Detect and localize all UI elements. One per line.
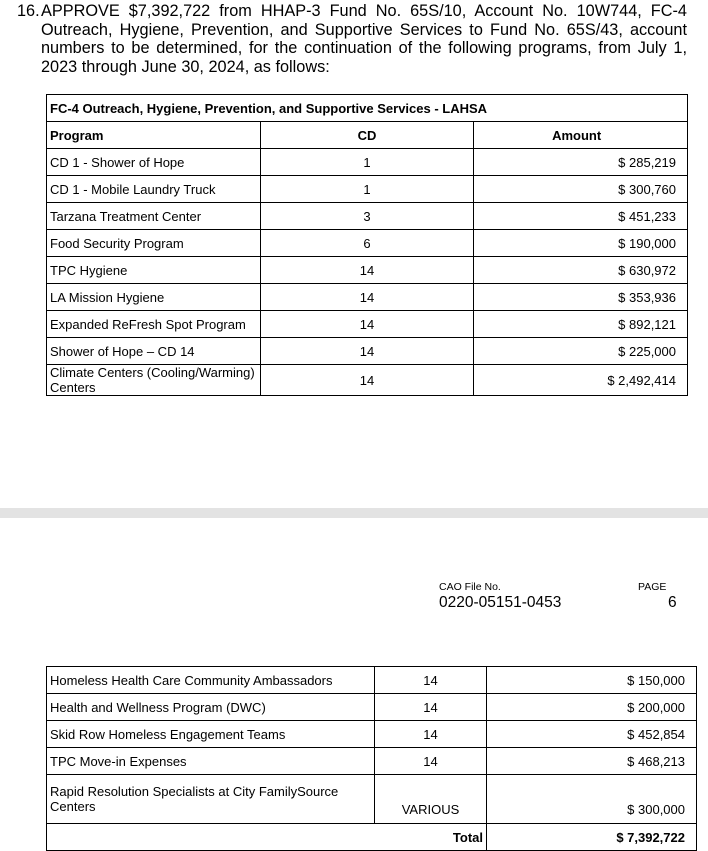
cd-cell: VARIOUS [375, 775, 487, 824]
programs-table [46, 94, 688, 396]
cd-cell: 14 [375, 667, 487, 694]
header-cd: CD [260, 122, 474, 149]
table-row [47, 311, 688, 338]
amount-cell: $ 300,000 [487, 775, 697, 824]
cd-cell: 14 [260, 338, 474, 365]
program-cell: TPC Move-in Expenses [47, 748, 375, 775]
cd-cell: 1 [260, 149, 474, 176]
program-cell: Food Security Program [47, 230, 261, 257]
item-number: 16. [17, 2, 40, 20]
total-label: Total [47, 824, 487, 851]
table-title: FC-4 Outreach, Hygiene, Prevention, and Supportive Services - LAHSA [47, 95, 688, 122]
cd-cell: 14 [375, 748, 487, 775]
amount-cell: $ 468,213 [487, 748, 697, 775]
table-row [47, 667, 697, 694]
program-cell: TPC Hygiene [47, 257, 261, 284]
program-cell: CD 1 - Mobile Laundry Truck [47, 176, 261, 203]
amount-cell: $ 892,121 [474, 311, 688, 338]
page-separator [0, 508, 708, 518]
cd-cell: 14 [260, 284, 474, 311]
cd-cell: 3 [260, 203, 474, 230]
amount-cell: $ 452,854 [487, 721, 697, 748]
table-row [47, 694, 697, 721]
cd-cell: 14 [375, 721, 487, 748]
program-cell: Shower of Hope – CD 14 [47, 338, 261, 365]
program-cell: Skid Row Homeless Engagement Teams [47, 721, 375, 748]
program-cell: Climate Centers (Cooling/Warming) Centers [47, 365, 261, 396]
amount-cell: $ 285,219 [474, 149, 688, 176]
program-cell: Homeless Health Care Community Ambassadors [47, 667, 375, 694]
amount-cell: $ 200,000 [487, 694, 697, 721]
cao-file-number: 0220-05151-0453 [439, 594, 562, 611]
total-row [47, 824, 697, 851]
header-program: Program [47, 122, 261, 149]
program-cell: Health and Wellness Program (DWC) [47, 694, 375, 721]
table-row [47, 338, 688, 365]
amount-cell: $ 353,936 [474, 284, 688, 311]
table-row [47, 365, 688, 396]
cd-cell: 6 [260, 230, 474, 257]
table-row [47, 203, 688, 230]
table-row [47, 775, 697, 824]
amount-cell: $ 2,492,414 [474, 365, 688, 396]
amount-cell: $ 190,000 [474, 230, 688, 257]
amount-cell: $ 225,000 [474, 338, 688, 365]
amount-cell: $ 451,233 [474, 203, 688, 230]
table-row [47, 748, 697, 775]
page-number: 6 [668, 594, 677, 611]
program-cell: LA Mission Hygiene [47, 284, 261, 311]
page-label: PAGE [638, 581, 667, 593]
program-cell: Expanded ReFresh Spot Program [47, 311, 261, 338]
cd-cell: 1 [260, 176, 474, 203]
cao-file-label: CAO File No. [439, 581, 501, 593]
header-amount: Amount [474, 122, 688, 149]
cd-cell: 14 [260, 311, 474, 338]
amount-cell: $ 150,000 [487, 667, 697, 694]
total-amount: $ 7,392,722 [487, 824, 697, 851]
table-row [47, 149, 688, 176]
cd-cell: 14 [260, 257, 474, 284]
table-row [47, 176, 688, 203]
table-row [47, 284, 688, 311]
program-cell: CD 1 - Shower of Hope [47, 149, 261, 176]
table-row [47, 721, 697, 748]
program-cell: Rapid Resolution Specialists at City FamilySource Centers [47, 775, 375, 824]
cd-cell: 14 [375, 694, 487, 721]
amount-cell: $ 630,972 [474, 257, 688, 284]
program-cell: Tarzana Treatment Center [47, 203, 261, 230]
recommendation-text: APPROVE $7,392,722 from HHAP-3 Fund No. 65S/10, Account No. 10W744, FC-4 Outreach, Hygiene, Prevention, and Supportive Services to Fund No. 65S/43, account numbers to be determined, for the continuation of the following programs, from July 1, 2023 through June 30, 2024, as follows: [41, 2, 687, 76]
cd-cell: 14 [260, 365, 474, 396]
amount-cell: $ 300,760 [474, 176, 688, 203]
table-row [47, 230, 688, 257]
programs-table-continued [46, 666, 697, 851]
table-header-row [47, 122, 688, 149]
document-page-2 [0, 518, 708, 848]
table-row [47, 257, 688, 284]
